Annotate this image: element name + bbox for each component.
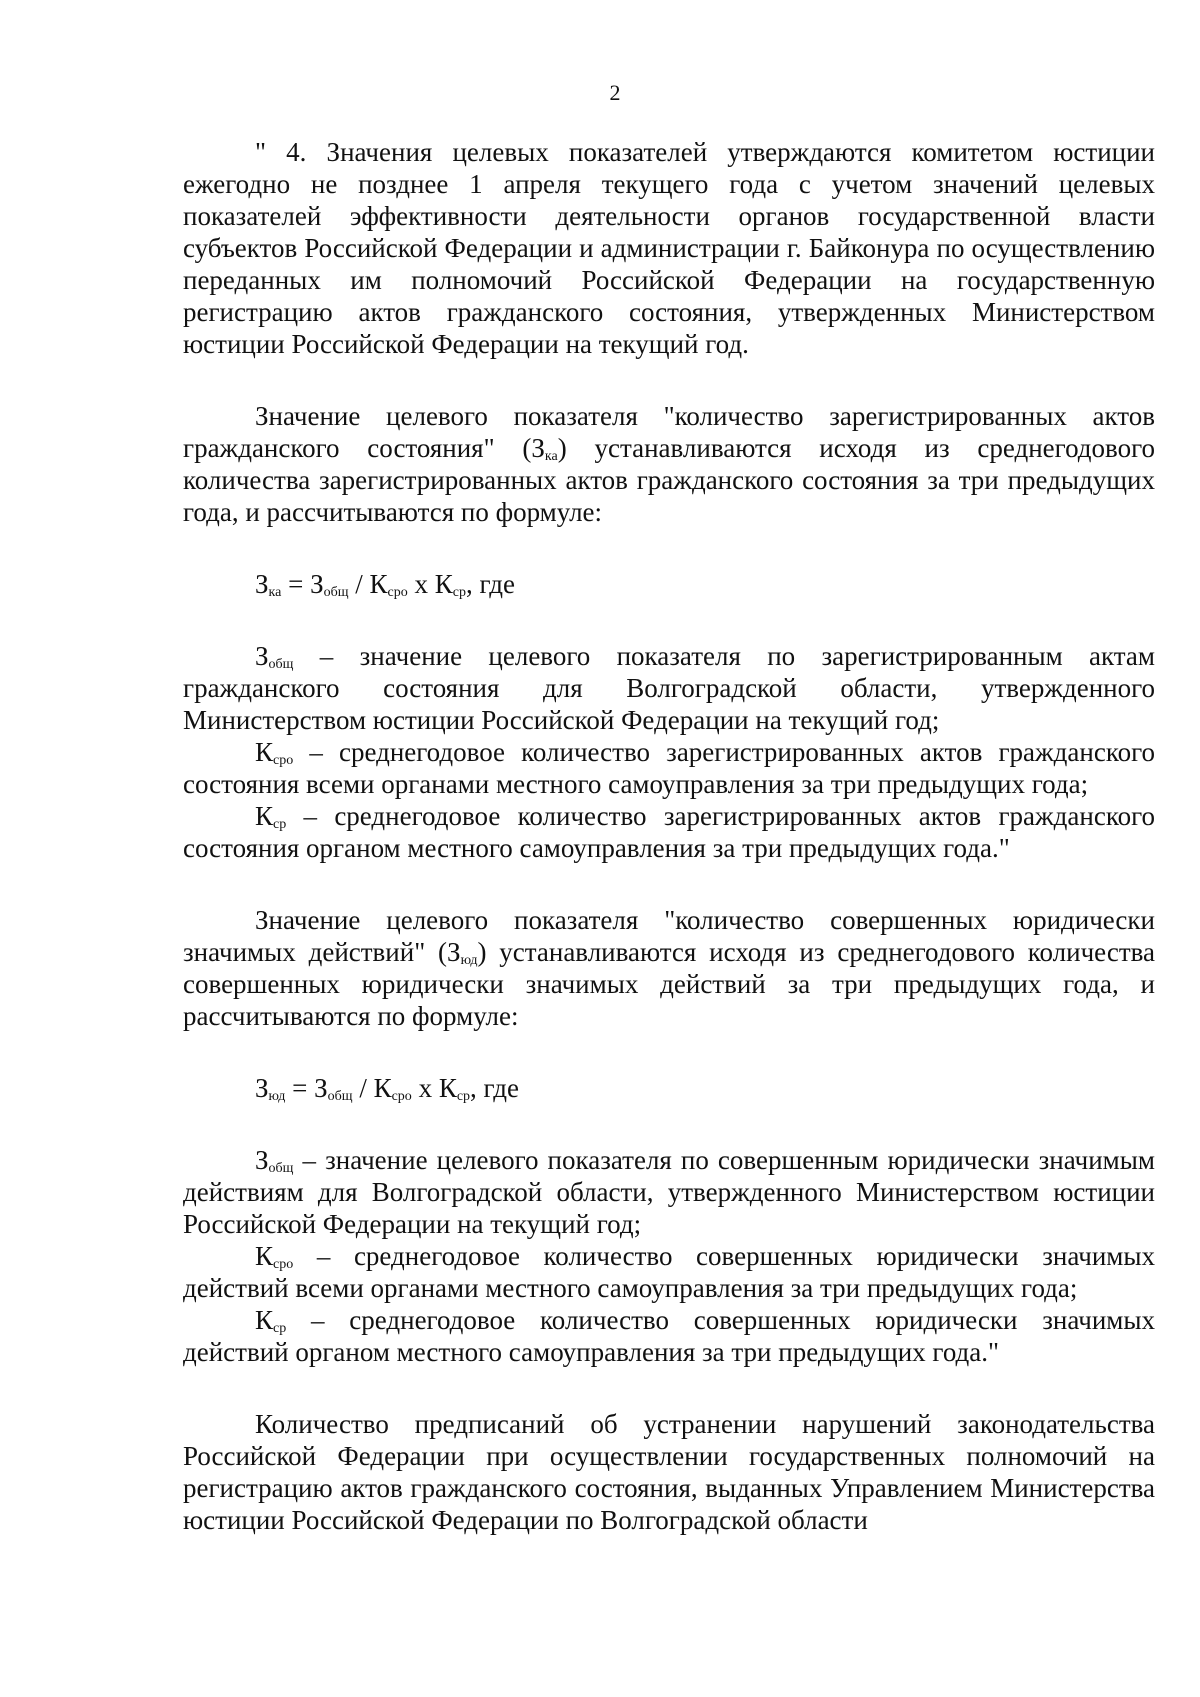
page-number: 2 <box>609 80 621 105</box>
operator: / К <box>352 1073 392 1103</box>
symbol: З <box>255 1145 269 1175</box>
paragraph-legal-actions-indicator <box>183 904 1155 1032</box>
subscript: сро <box>387 585 408 600</box>
text-fragment: ) устанавливаются исходя из среднегодового количества совершенных юридически значимых действий за три предыдущих года, и рассчитываются по формуле: <box>183 937 1156 1031</box>
symbol: З <box>255 1073 269 1103</box>
subscript: общ <box>323 585 349 600</box>
operator: = З <box>281 569 324 599</box>
subscript: общ <box>327 1089 353 1104</box>
subscript: ка <box>268 585 282 600</box>
paragraph-target-values-approval: " 4. Значения целевых показателей утверждаются комитетом юстиции ежегодно не позднее 1 апреля текущего года с учетом значений целевых показателей эффективности деятельности органов государственной власти субъектов Российской Федерации и администрации г. Байконура по осуществлению переданных им полномочий Российской Федерации на государственную регистрацию актов гражданского состояния, утвержденных Министерством юстиции Российской Федерации на текущий год. <box>183 137 1155 359</box>
symbol: З <box>255 641 269 671</box>
symbol: К <box>255 1305 274 1335</box>
text-fragment: ) устанавливаются исходя из среднегодового количества зарегистрированных актов гражданского состояния за три предыдущих года, и рассчитываются по формуле: <box>183 433 1155 527</box>
text-fragment: – среднегодовое количество совершенных юридически значимых действий всеми органами местного самоуправления за три предыдущих года; <box>183 1241 1155 1303</box>
definition-k-sr-actions <box>183 1304 1155 1368</box>
symbol: К <box>255 1241 274 1271</box>
text-fragment: – значение целевого показателя по зарегистрированным актам гражданского состояния для Волгоградской области, утвержденного Министерством юстиции Российской Федерации на текущий год; <box>183 641 1155 735</box>
subscript: сро <box>273 1257 294 1272</box>
text-fragment: Значение целевого показателя "количество зарегистрированных актов гражданского состояния" (З <box>183 401 1155 463</box>
symbol: К <box>255 737 274 767</box>
formula-registered-acts <box>183 568 1155 600</box>
definition-k-sro-acts <box>183 736 1155 800</box>
definition-z-total-acts <box>183 640 1155 736</box>
paragraph-registered-acts-indicator <box>183 400 1155 528</box>
subscript: общ <box>268 1161 294 1176</box>
subscript: ка <box>544 449 558 464</box>
definition-z-total-actions <box>183 1144 1155 1240</box>
subscript: ср <box>456 1089 471 1104</box>
subscript: юд <box>268 1089 286 1104</box>
text-fragment: Значение целевого показателя "количество совершенных юридически значимых действий" (З <box>183 905 1155 967</box>
paragraph-prescriptions-count: Количество предписаний об устранении нарушений законодательства Российской Федерации при осуществлении государственных полномочий на регистрацию актов гражданского состояния, выданных Управлением Министерства юстиции Российской Федерации по Волгоградской области <box>183 1409 1155 1535</box>
text-fragment: , где <box>470 1073 519 1103</box>
subscript: ср <box>452 585 466 600</box>
operator: = З <box>285 1073 328 1103</box>
operator: / К <box>348 569 388 599</box>
text-fragment: , где <box>465 569 515 599</box>
subscript: ср <box>273 1321 287 1336</box>
formula-legal-actions <box>183 1072 1155 1104</box>
symbol: К <box>255 801 274 831</box>
operator: x К <box>411 1073 457 1103</box>
operator: x К <box>407 569 453 599</box>
text-fragment: – среднегодовое количество совершенных юридически значимых действий органом местного самоуправления за три предыдущих года." <box>183 1305 1155 1367</box>
text-fragment: – среднегодовое количество зарегистрированных актов гражданского состояния органом местного самоуправления за три предыдущих года." <box>183 801 1155 863</box>
document-body <box>183 136 1155 1536</box>
text-fragment: – значение целевого показателя по совершенным юридически значимым действиям для Волгоградской области, утвержденного Министерством юстиции Российской Федерации на текущий год; <box>183 1145 1155 1239</box>
definition-k-sr-acts <box>183 800 1155 864</box>
subscript: сро <box>273 753 294 768</box>
subscript: сро <box>391 1089 412 1104</box>
definition-k-sro-actions <box>183 1240 1155 1304</box>
subscript: ср <box>273 817 287 832</box>
subscript: общ <box>268 657 294 672</box>
subscript: юд <box>460 953 478 968</box>
symbol: З <box>255 569 269 599</box>
text-fragment: – среднегодовое количество зарегистрированных актов гражданского состояния всеми органами местного самоуправления за три предыдущих года; <box>183 737 1155 799</box>
